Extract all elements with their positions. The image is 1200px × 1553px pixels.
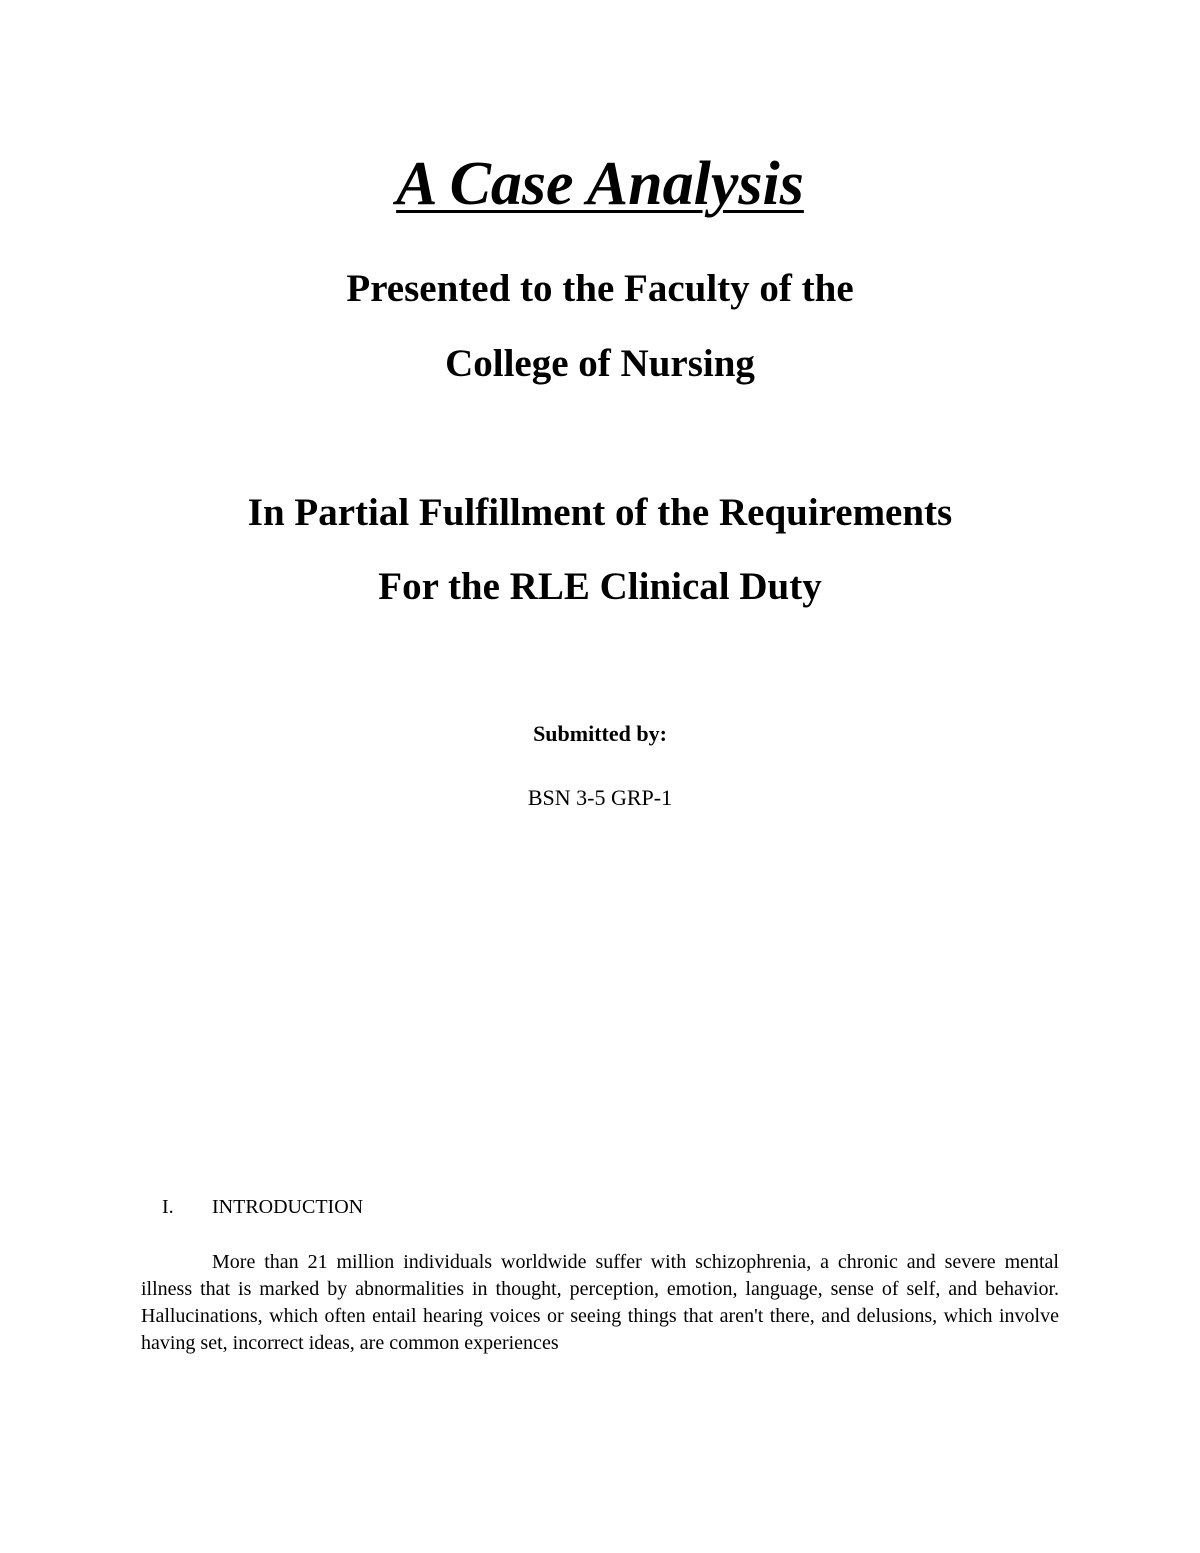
section-heading — [162, 1195, 363, 1219]
fulfillment-line-1: In Partial Fulfillment of the Requirements — [247, 491, 953, 534]
section-title: INTRODUCTION — [212, 1196, 364, 1218]
presented-line-1: Presented to the Faculty of the — [346, 267, 854, 310]
presented-line-2: College of Nursing — [445, 342, 755, 385]
section-number: I. — [162, 1196, 174, 1218]
group-name: BSN 3-5 GRP-1 — [527, 785, 673, 810]
fulfillment-line-2: For the RLE Clinical Duty — [378, 565, 822, 608]
introduction-paragraph: More than 21 million individuals worldwide suffer with schizophrenia, a chronic and severe mental illness that is marked by abnormalities in thought, perception, emotion, language, sense of self, and behavior. Hallucinations, which often entail hearing voices or seeing things that aren't there, and delusions, which involve having set, incorrect ideas, are common experiences — [141, 1251, 1059, 1354]
document-title: A Case Analysis — [396, 150, 804, 218]
submitted-by-label: Submitted by: — [533, 721, 667, 746]
